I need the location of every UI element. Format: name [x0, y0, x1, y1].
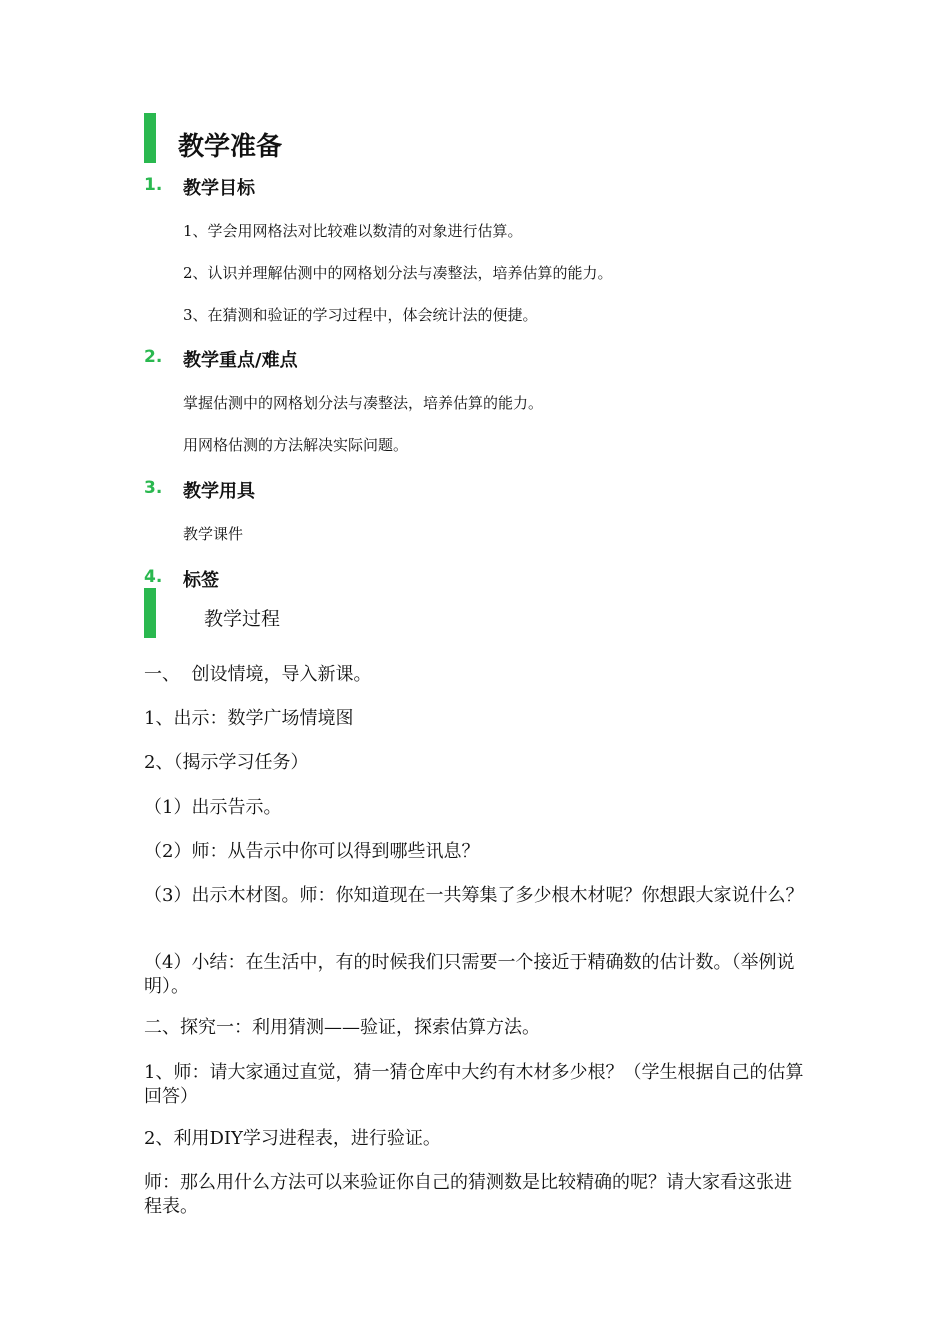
paragraph: （4）小结：在生活中，有的时候我们只需要一个接近于精确数的估计数。（举例说明）。: [144, 952, 795, 997]
item-title: 教学目标: [183, 178, 255, 199]
section-accent-bar: [144, 588, 156, 638]
paragraph: 2、利用DIY学习进程表，进行验证。: [144, 1128, 441, 1149]
tools-line: 教学课件: [183, 525, 244, 543]
item-number: 2.: [144, 347, 163, 367]
objective-line: 2、认识并理解估测中的网格划分法与凑整法，培养估算的能力。: [183, 264, 613, 282]
paragraph: 一、 创设情境，导入新课。: [144, 664, 372, 685]
objective-line: 3、在猜测和验证的学习过程中，体会统计法的便捷。: [183, 306, 538, 324]
paragraph: （1）出示告示。: [144, 797, 282, 818]
paragraph: 2、（揭示学习任务）: [144, 752, 309, 773]
keypoint-line: 用网格估测的方法解决实际问题。: [183, 436, 409, 454]
section-title: 教学过程: [204, 608, 281, 630]
keypoint-line: 掌握估测中的网格划分法与凑整法，培养估算的能力。: [183, 394, 544, 412]
objective-line: 1、学会用网格法对比较难以数清的对象进行估算。: [183, 222, 523, 240]
item-title: 教学用具: [183, 481, 255, 502]
paragraph: 师：那么用什么方法可以来验证你自己的猜测数是比较精确的呢？请大家看这张进程表。: [144, 1172, 792, 1217]
paragraph: 二、探究一：利用猜测——验证，探索估算方法。: [144, 1017, 540, 1038]
item-title: 教学重点/难点: [183, 350, 298, 371]
item-title: 标签: [183, 570, 219, 591]
paragraph: 1、师：请大家通过直觉，猜一猜仓库中大约有木材多少根？（学生根据自己的估算回答）: [144, 1062, 804, 1107]
section-title: 教学准备: [178, 132, 283, 162]
paragraph: 1、出示：数学广场情境图: [144, 708, 354, 729]
item-number: 1.: [144, 175, 163, 195]
paragraph: （2）师：从告示中你可以得到哪些讯息？: [144, 841, 480, 862]
item-number: 3.: [144, 478, 163, 498]
item-number: 4.: [144, 567, 163, 587]
paragraph: （3）出示木材图。师：你知道现在一共筹集了多少根木材呢？你想跟大家说什么？: [144, 885, 804, 906]
section-accent-bar: [144, 113, 156, 163]
